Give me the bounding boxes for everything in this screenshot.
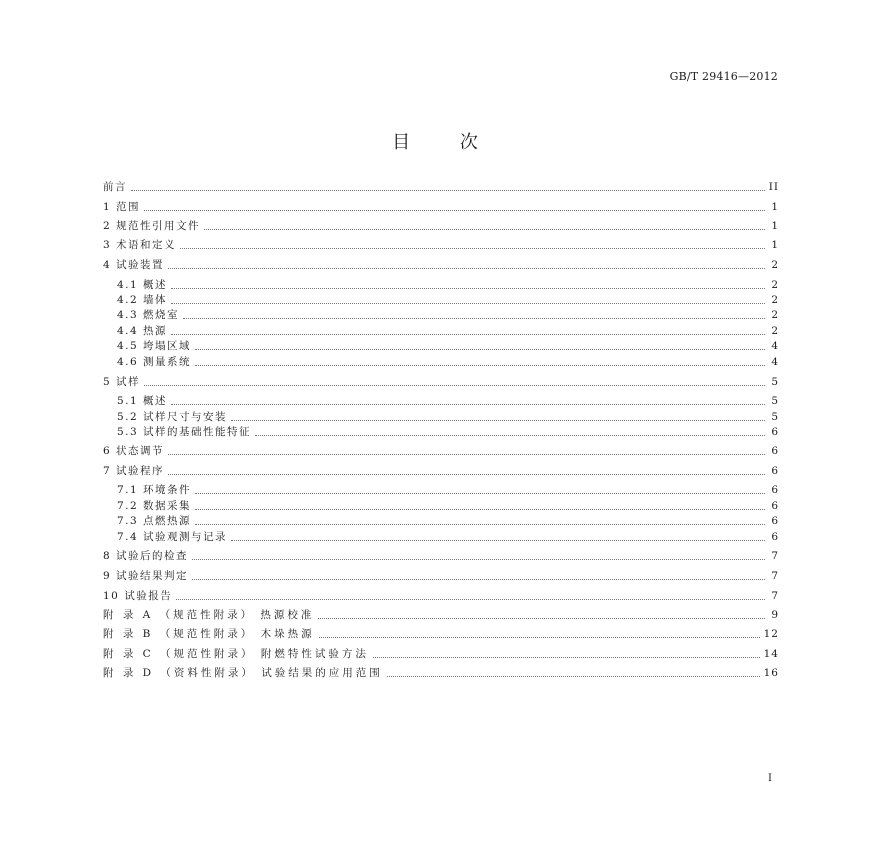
toc-entry-label: 4.1 概述	[117, 279, 168, 291]
toc-entry[interactable]	[103, 256, 779, 272]
toc-entry-page: 1	[771, 239, 779, 251]
toc-entry[interactable]	[117, 481, 779, 497]
toc-entry-page: 7	[771, 570, 779, 582]
toc-entry-page: 6	[771, 484, 779, 496]
toc-entry[interactable]	[117, 337, 779, 353]
toc-entry[interactable]	[117, 512, 779, 528]
page-number: I	[768, 773, 772, 784]
toc-entry[interactable]	[103, 373, 779, 389]
toc-entry-label: 10 试验报告	[103, 590, 173, 602]
toc-entry-label: 5.3 试样的基础性能特征	[117, 426, 252, 438]
toc-entry-label: 8 试验后的检查	[103, 550, 189, 562]
toc-entry[interactable]	[117, 276, 779, 292]
toc-entry-label: 1 范围	[103, 201, 141, 213]
toc-entry-page: 6	[771, 500, 779, 512]
toc-entry-page: 6	[771, 426, 779, 438]
toc-entry[interactable]	[103, 236, 779, 252]
toc-entry[interactable]	[117, 291, 779, 307]
toc-entry-label: 9 试验结果判定	[103, 570, 189, 582]
toc-entry-page: 9	[771, 609, 779, 621]
toc-entry-page: 2	[771, 259, 779, 271]
toc-entry-label: 附 录 A （规范性附录） 热源校准	[103, 609, 315, 621]
toc-entry-label: 6 状态调节	[103, 445, 165, 457]
toc-entry[interactable]	[103, 664, 779, 680]
toc-entry[interactable]	[103, 217, 779, 233]
dot-leader	[144, 385, 765, 386]
dot-leader	[171, 404, 765, 405]
toc-entry-label: 3 术语和定义	[103, 239, 177, 251]
toc-entry-label: 附 录 D （资料性附录） 试验结果的应用范围	[103, 667, 383, 679]
toc-entry-label: 前言	[103, 181, 127, 193]
toc-entry-label: 7.2 数据采集	[117, 500, 192, 512]
dot-leader	[231, 540, 765, 541]
toc-entry-page: II	[768, 181, 779, 193]
toc-entry[interactable]	[103, 587, 779, 603]
toc-entry[interactable]	[103, 645, 779, 661]
toc-entry-label: 4.2 墙体	[117, 294, 168, 306]
toc-entry[interactable]	[103, 198, 779, 214]
toc-entry-label: 7.3 点燃热源	[117, 515, 192, 527]
toc-entry-page: 2	[771, 309, 779, 321]
toc-entry-page: 2	[771, 294, 779, 306]
toc-entry-page: 5	[771, 395, 779, 407]
toc-entry-label: 4.5 垮塌区域	[117, 340, 192, 352]
toc-entry-label: 5.1 概述	[117, 395, 168, 407]
toc-entry-label: 7.4 试验观测与记录	[117, 531, 228, 543]
dot-leader	[387, 676, 760, 677]
dot-leader	[195, 524, 765, 525]
toc-entry[interactable]	[117, 528, 779, 544]
dot-leader	[168, 454, 765, 455]
toc-entry-page: 1	[771, 220, 779, 232]
toc-entry-label: 4.6 测量系统	[117, 356, 192, 368]
dot-leader	[171, 303, 765, 304]
dot-leader	[171, 288, 765, 289]
toc-entry-page: 6	[771, 531, 779, 543]
dot-leader	[183, 318, 765, 319]
dot-leader	[318, 618, 765, 619]
toc-entry[interactable]	[117, 306, 779, 322]
standard-code: GB/T 29416—2012	[669, 70, 778, 83]
toc-entry-label: 7 试验程序	[103, 465, 165, 477]
dot-leader	[204, 229, 765, 230]
dot-leader	[192, 579, 765, 580]
toc-entry-label: 4.3 燃烧室	[117, 309, 180, 321]
toc-entry-page: 7	[771, 550, 779, 562]
toc-entry-label: 2 规范性引用文件	[103, 220, 201, 232]
toc-entry-page: 14	[763, 648, 779, 660]
toc-entry[interactable]	[117, 392, 779, 408]
toc-entry-page: 5	[771, 376, 779, 388]
toc-entry-label: 附 录 C （规范性附录） 附燃特性试验方法	[103, 648, 369, 660]
toc-entry-label: 4 试验装置	[103, 259, 165, 271]
dot-leader	[373, 657, 760, 658]
toc-entry[interactable]	[117, 423, 779, 439]
dot-leader	[171, 334, 765, 335]
toc-entry[interactable]	[117, 497, 779, 513]
toc-entry-label: 5 试样	[103, 376, 141, 388]
dot-leader	[168, 268, 765, 269]
toc-entry-page: 12	[763, 628, 779, 640]
dot-leader	[231, 420, 765, 421]
toc-entry-page: 6	[771, 445, 779, 457]
toc-entry[interactable]	[117, 408, 779, 424]
toc-entry[interactable]	[103, 547, 779, 563]
dot-leader	[319, 637, 760, 638]
toc-entry-page: 4	[771, 356, 779, 368]
toc-entry-page: 1	[771, 201, 779, 213]
dot-leader	[180, 248, 765, 249]
toc-entry[interactable]	[117, 322, 779, 338]
toc-entry[interactable]	[103, 442, 779, 458]
toc-entry-page: 6	[771, 515, 779, 527]
dot-leader	[195, 365, 765, 366]
dot-leader	[176, 599, 765, 600]
dot-leader	[192, 559, 765, 560]
dot-leader	[168, 474, 765, 475]
dot-leader	[144, 210, 765, 211]
toc-title: 目 次	[392, 132, 500, 153]
toc-entry[interactable]	[117, 353, 779, 369]
toc-entry[interactable]	[103, 178, 779, 194]
dot-leader	[255, 435, 765, 436]
toc-entry-page: 16	[763, 667, 779, 679]
toc-entry-label: 4.4 热源	[117, 325, 168, 337]
toc-entry-label: 附 录 B （规范性附录） 木垛热源	[103, 628, 315, 640]
dot-leader	[131, 190, 765, 191]
toc-entry-label: 5.2 试样尺寸与安装	[117, 411, 228, 423]
toc-entry[interactable]	[103, 625, 779, 641]
toc-entry-page: 2	[771, 325, 779, 337]
toc-entry-page: 5	[771, 411, 779, 423]
toc-entry-label: 7.1 环境条件	[117, 484, 192, 496]
toc-entry[interactable]	[103, 462, 779, 478]
toc-entry-page: 2	[771, 279, 779, 291]
toc-entry-page: 6	[771, 465, 779, 477]
dot-leader	[195, 493, 765, 494]
dot-leader	[195, 509, 765, 510]
dot-leader	[195, 349, 765, 350]
toc-entry-page: 7	[771, 590, 779, 602]
toc-entry-page: 4	[771, 340, 779, 352]
toc-entry[interactable]	[103, 606, 779, 622]
toc-entry[interactable]	[103, 567, 779, 583]
